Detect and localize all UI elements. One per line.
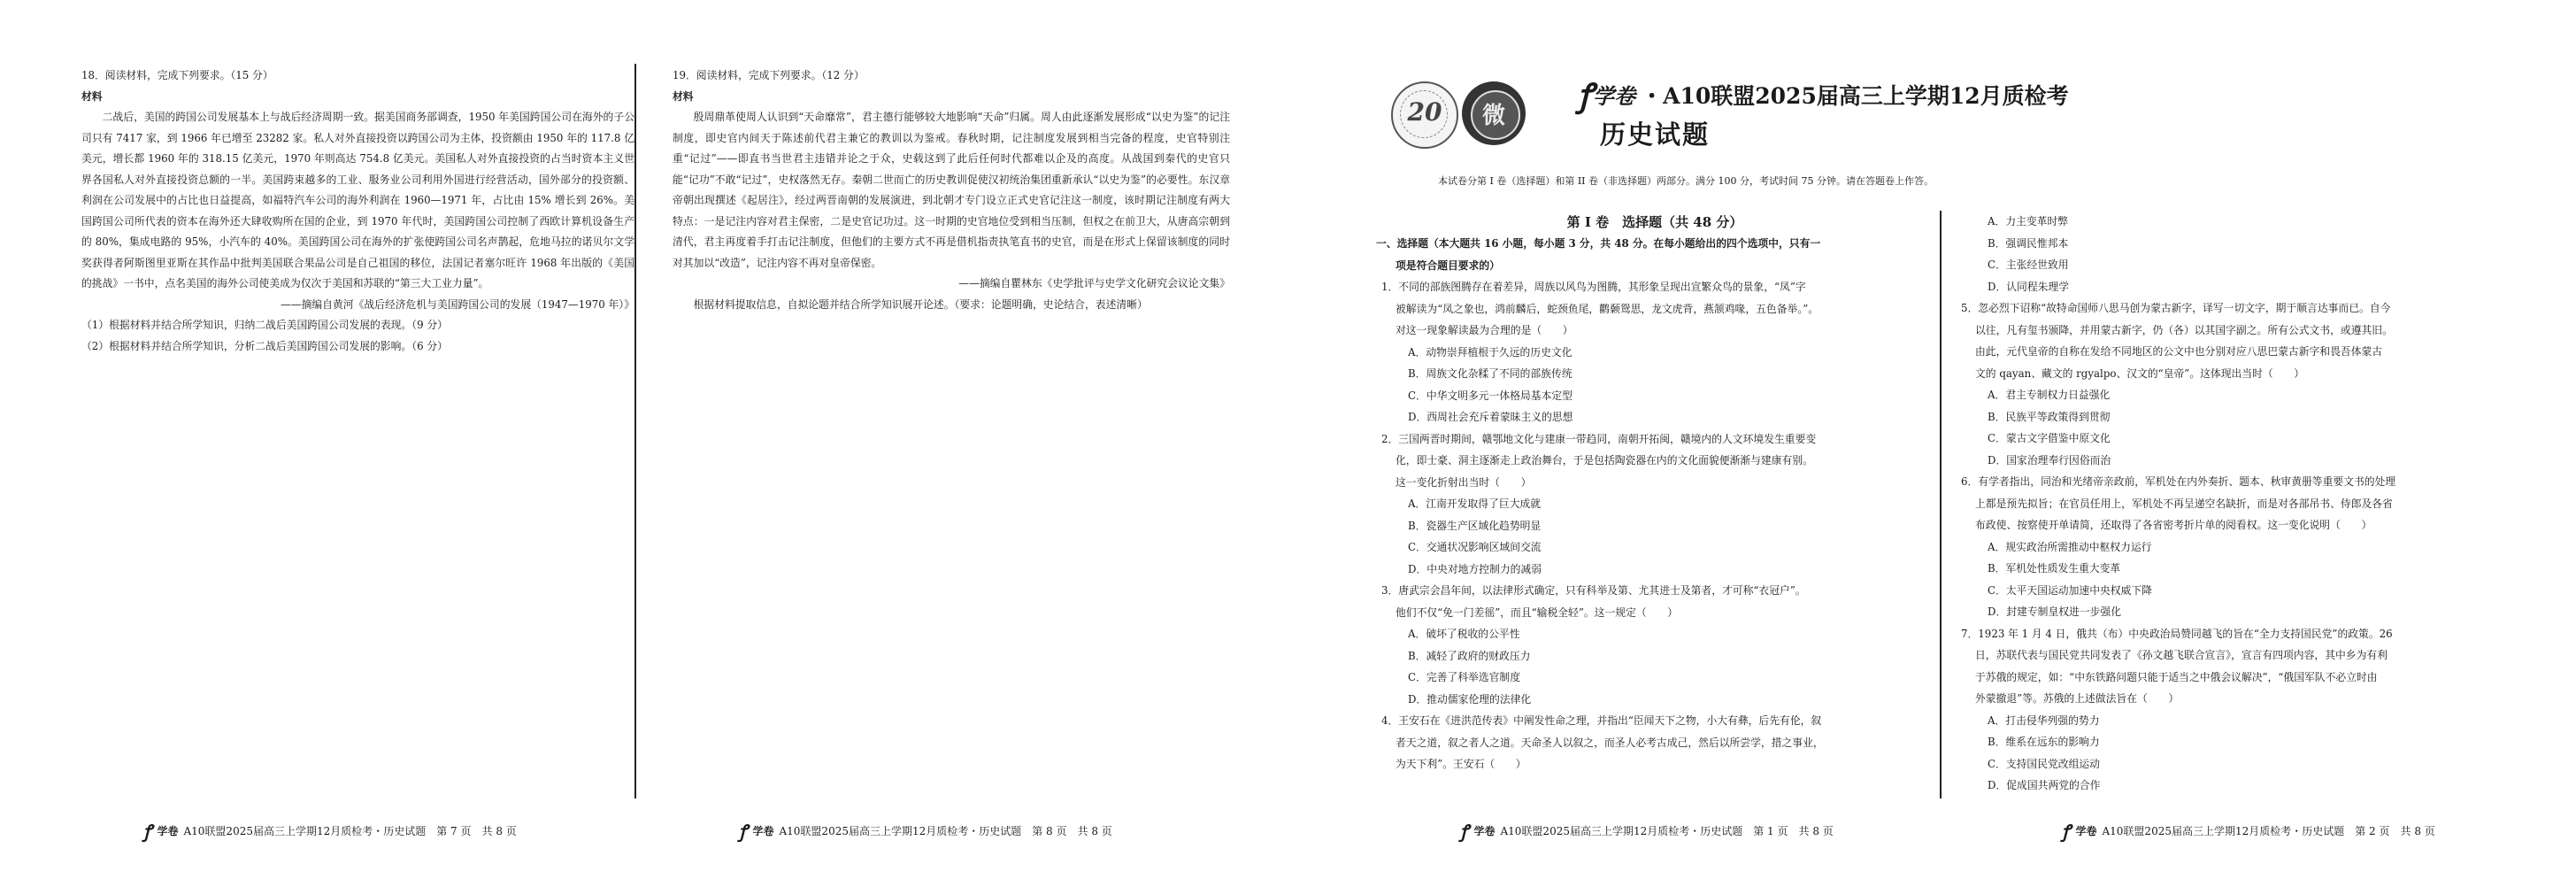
option-c[interactable]: C．主张经世致用 xyxy=(1988,258,2069,271)
brand-logo-text: 学卷 xyxy=(157,825,179,837)
q18-source: ——摘编自黄河《战后经济危机与美国跨国公司的发展（1947—1970 年）》 xyxy=(280,297,634,311)
exam-notice: 本试卷分第 I 卷（选择题）和第 II 卷（非选择题）两部分。满分 100 分，考试时间 75 分钟。请在答题卷上作答。 xyxy=(1438,175,1934,187)
page-7 xyxy=(81,0,634,887)
question-4-options xyxy=(1956,211,2522,297)
page-1-footer xyxy=(1460,819,1834,843)
column-divider xyxy=(634,64,636,798)
column-divider xyxy=(1940,211,1942,798)
brand-logo-text: 学卷 xyxy=(752,825,774,837)
q19-heading: 19．阅读材料，完成下列要求。（12 分） xyxy=(673,69,865,81)
material-label: 材料 xyxy=(673,89,694,103)
option-d[interactable]: D．封建专制皇权进一步强化 xyxy=(1988,605,2122,618)
q18-requirement-1: （1）根据材料并结合所学知识，归纳二战后美国跨国公司发展的表现。（9 分） xyxy=(81,319,448,331)
question-3: 3．唐武宗会昌年间，以法律形式确定，只有科举及第、尤其进士及第者，才可称“衣冠户”。 他们不仅“免一门差徭”，而且“输税全轻”。这一规定（ ） A．破坏了税收的公平性 B．减轻了政府的财政压力 C．完善了科举选官制度 D．推动儒家伦理的法律化 xyxy=(1376,580,1934,710)
option-a[interactable]: A．打击侵华列强的势力 xyxy=(1988,713,2100,727)
q18-requirement-2: （2）根据材料并结合所学知识，分析二战后美国跨国公司发展的影响。（6 分） xyxy=(81,339,448,352)
footer-text: A10联盟2025届高三上学期12月质检考・历史试题 第 2 页 共 8 页 xyxy=(2102,825,2435,837)
page-2 xyxy=(1956,0,2522,887)
brand-logo-icon: ꝭ xyxy=(1460,821,1469,842)
question-2: 2．三国两晋时期间，赣鄂地文化与建康一带趋同，南朝开拓闽，赣境内的人文环境发生重要变 化，即士豪、洞主逐渐走上政治舞台，于是包括陶瓷器在内的文化面貌便渐渐与建康有别。 这一变化折射出当时（ ） A．江南开发取得了巨大成就 B．瓷器生产区域化趋势明显 C．交通状况影响区域间交流 D．中央对地方控制力的减弱 xyxy=(1376,428,1934,581)
question-6: 6．有学者指出，同治和光绪帝亲政前，军机处在内外奏折、题本、秋审黄册等重要文书的处理 上都是预先拟旨；在官员任用上，军机处不再呈递空名缺折，而是对各部吊书、侍郎及各省 布政使、按察使开单请简，还取得了各省密考折片单的阅看权。这一变化说明（ ） A．规实政治所需推动中枢权力运行 B．军机处性质发生重大变革 C．太平天国运动加速中央权威下降 D．封建专制皇权进一步强化 xyxy=(1956,471,2522,623)
option-b[interactable]: B．民族平等政策得到贯彻 xyxy=(1988,410,2111,423)
material-label: 材料 xyxy=(81,89,103,103)
option-a[interactable]: A．君主专制权力日益强化 xyxy=(1988,389,2111,401)
brand-logo-text: 学卷 xyxy=(1473,825,1496,837)
brand-logo-text: 学卷 xyxy=(2075,825,2097,837)
option-a[interactable]: A．动物崇拜植根于久远的历史文化 xyxy=(1408,345,1573,359)
q18-heading: 18．阅读材料，完成下列要求。（15 分） xyxy=(81,69,273,81)
q19-material-paragraph: 殷周鼎革使周人认识到“天命靡常”，君主德行能够较大地影响“天命”归属。周人由此逐渐发展形成“以史为鉴”的记注制度，即史官内间天于陈述前代君主兼它的教训以为鉴戒。春秋时期，记注制度发展到相当完备的程度，史官特别注重“记过”——即直书当世君主违错并论之于众，史载这到了此后任何时代都难以企及的高度。从战国到秦代的史官只能“记功”不敢“记过”，史权落然无存。秦朝二世而亡的历史教训促使汉初统治集团重新承认“以史为鉴”的必要性。东汉章帝朝出现撰述《起居注》，经过两晋南朝的发展演进，到北朝才专门设立正式史官记注这一制度，该时期记注制度有两大特点：一是记注内容对君主保密，二是史官记功过。这一时期的史官地位受到相当压制，但权之在前卫大，从唐高宗朝到清代，君主再度着手打击记注制度，但他们的主要方式不再是借机指责执笔直书的史官，而是在形式上保留该制度的同时对其加以“改造”，记注内容不再对皇帝保密。 xyxy=(673,111,1230,269)
school-seal-icon: 20 xyxy=(1391,81,1458,149)
question-7: 7．1923 年 1 月 4 日，俄共（布）中央政治局赞同越飞的旨在“全力支持国民党”的政策。26 日，苏联代表与国民党共同发表了《孙文越飞联合宣言》，宣言有四项内容，其中乡为有利 于苏俄的规定，如：“中东铁路问题只能于适当之中俄会议解决”，“俄国军队不必立时由 外蒙撤退”等。苏俄的上述做法旨在（ ） A．打击侵华列强的势力 B．维系在远东的影响力 C．支持国民党改组运动 D．促成国共两党的合作 xyxy=(1956,623,2522,797)
q18-material-paragraph: 二战后，美国的跨国公司发展基本上与战后经济周期一致。据美国商务部调查，1950 年美国跨国公司在海外的子公司只有 7417 家，到 1966 年已增至 23282 家。私人对外直接投资以跨国公司为主体，投资额由 1950 年的 117.8 亿美元，增长都 1960 年的 318.15 亿美元，1970 年则高达 754.8 亿美元。美国私人对外直接投资的占当时资本主义世界各国私人对外直接投资总额的一半。美国跨束越多的工业、服务业公司利用外国进行经营活动，国外部分的投资额、利润在公司发展中的占比也日益提高，如福特汽车公司的海外利润在 1960—1971 年，占比由 15% 增长到 26%。美国跨国公司所代表的资本在海外还大肆收购所在国的企业，到 1970 年代时，美国跨国公司控制了西欧计算机设备生产的 80%，集成电路的 95%，小汽车的 40%。美国跨国公司在海外的扩张使跨国公司名声鹊起，危地马拉的诺贝尔文学奖获得者阿斯图里亚斯在其作品中批判美国联合果品公司是自己祖国的移位，法国记者塞尔旺许 1968 年出版的《美国的挑战》一书中，点名美国的海外公司使美成为仅次于美国和苏联的“第三大工业力量”。 xyxy=(81,111,634,289)
option-c[interactable]: C．支持国民党改组运动 xyxy=(1988,757,2100,770)
option-b[interactable]: B．强调民惟邦本 xyxy=(1988,236,2069,250)
option-c[interactable]: C．完善了科举选官制度 xyxy=(1408,671,1520,683)
brand-logo-text: 学卷 xyxy=(1593,83,1636,109)
brand-logo-icon: ꝭ xyxy=(143,821,152,842)
option-d[interactable]: D．推动儒家伦理的法律化 xyxy=(1408,692,1532,706)
option-c[interactable]: C．交通状况影响区域间交流 xyxy=(1408,541,1542,553)
option-d[interactable]: D．中央对地方控制力的减弱 xyxy=(1408,562,1542,575)
option-b[interactable]: B．减轻了政府的财政压力 xyxy=(1408,649,1531,662)
option-d[interactable]: D．促成国共两党的合作 xyxy=(1988,779,2101,791)
option-b[interactable]: B．瓷器生产区域化趋势明显 xyxy=(1408,519,1542,532)
part1-title: 第 I 卷 选择题（共 48 分） xyxy=(1566,214,1743,230)
option-c[interactable]: C．中华文明多元一体格局基本定型 xyxy=(1408,389,1573,402)
option-c[interactable]: C．蒙古文字借鉴中原文化 xyxy=(1988,432,2111,444)
brand-logo-icon: ꝭ xyxy=(2062,821,2071,842)
page-2-footer xyxy=(2062,819,2435,843)
q19-source: ——摘编自瞿林东《史学批评与史学文化研究会议论文集》 xyxy=(958,277,1230,289)
footer-text: A10联盟2025届高三上学期12月质检考・历史试题 第 1 页 共 8 页 xyxy=(1500,825,1834,837)
option-b[interactable]: B．周族文化杂糅了不同的部族传统 xyxy=(1408,367,1573,380)
brand-logo-icon: ꝭ xyxy=(739,821,748,842)
page-7-footer xyxy=(143,819,517,843)
option-a[interactable]: A．破坏了税收的公平性 xyxy=(1408,628,1520,640)
option-d[interactable]: D．认同程朱理学 xyxy=(1988,280,2070,293)
footer-text: A10联盟2025届高三上学期12月质检考・历史试题 第 8 页 共 8 页 xyxy=(779,825,1112,837)
question-5: 5．忽必烈下诏称“故特命国师八思马创为蒙古新字，译写一切文字，期于顺言达事而已。自今 以往，凡有玺书颁降，并用蒙古新字，仍（各）以其国字副之。所有公式文书，或遵其旧。 由此，元代皇帝的自称在发给不同地区的公文中也分别对应八思巴蒙古新字和畏吾体蒙古 文的 qayan、藏文的 rgyalpo、汉文的“皇帝”。这体现出当时（ ） A．君主专制权力日益强化 B．民族平等政策得到贯彻 C．蒙古文字借鉴中原文化 D．国家治理奉行因俗而治 xyxy=(1956,297,2522,471)
footer-text: A10联盟2025届高三上学期12月质检考・历史试题 第 7 页 共 8 页 xyxy=(183,825,517,837)
q19-requirement: 根据材料提取信息，自拟论题并结合所学知识展开论述。（要求：论题明确，史论结合，表述清晰） xyxy=(693,297,1148,311)
option-d[interactable]: D．国家治理奉行因俗而治 xyxy=(1988,453,2111,467)
question-4: 4．王安石在《进洪范传表》中阐发性命之理，并指出“臣闻天下之物，小大有彝，后先有伦，叙 者天之道，叙之者人之道。天命圣人以叙之，而圣人必考古成己，然后以所尝学，措之事业， 为天下利”。王安石（ ） xyxy=(1381,714,1824,770)
option-a[interactable]: A．力主变革时弊 xyxy=(1988,215,2069,228)
page-8-footer xyxy=(739,819,1112,843)
subject-title: 历史试题 xyxy=(1599,120,1710,150)
publisher-seal-icon: 微 xyxy=(1462,81,1526,145)
option-d[interactable]: D．西周社会充斥着蒙昧主义的思想 xyxy=(1408,411,1573,423)
section-instruction: 一、选择题（本大题共 16 小题，每小题 3 分，共 48 分。在每小题给出的四个选项中，只有一 xyxy=(1376,237,1821,250)
brand-logo-icon: ꝭ xyxy=(1578,77,1594,114)
question-1: 1．不同的部族图腾存在着差异，周族以风鸟为图腾，其形象呈现出宣繁众鸟的景象，“凤”字 被解读为“凤之象也，鸿前麟后，蛇颈鱼尾，鹳颡鸳思，龙文虎背，燕颔鸡喙，五色备举。”。 对这一现象解读最为合理的是（ ） A．动物崇拜植根于久远的历史文化 B．周族文化杂糅了不同的部族传统 C．中华文明多元一体格局基本定型 D．西周社会充斥着蒙昧主义的思想 xyxy=(1376,276,1934,428)
option-c[interactable]: C．太平天国运动加速中央权威下降 xyxy=(1988,583,2152,597)
exam-title: ・A10联盟2025届高三上学期12月质检考 xyxy=(1641,82,2069,109)
option-a[interactable]: A．规实政治所需推动中枢权力运行 xyxy=(1988,540,2152,553)
option-a[interactable]: A．江南开发取得了巨大成就 xyxy=(1408,497,1542,510)
option-b[interactable]: B．维系在远东的影响力 xyxy=(1988,736,2100,748)
section-instruction-cont: 项是符合题目要求的） xyxy=(1396,258,1500,272)
option-b[interactable]: B．军机处性质发生重大变革 xyxy=(1988,562,2121,575)
page-8 xyxy=(673,0,1230,887)
